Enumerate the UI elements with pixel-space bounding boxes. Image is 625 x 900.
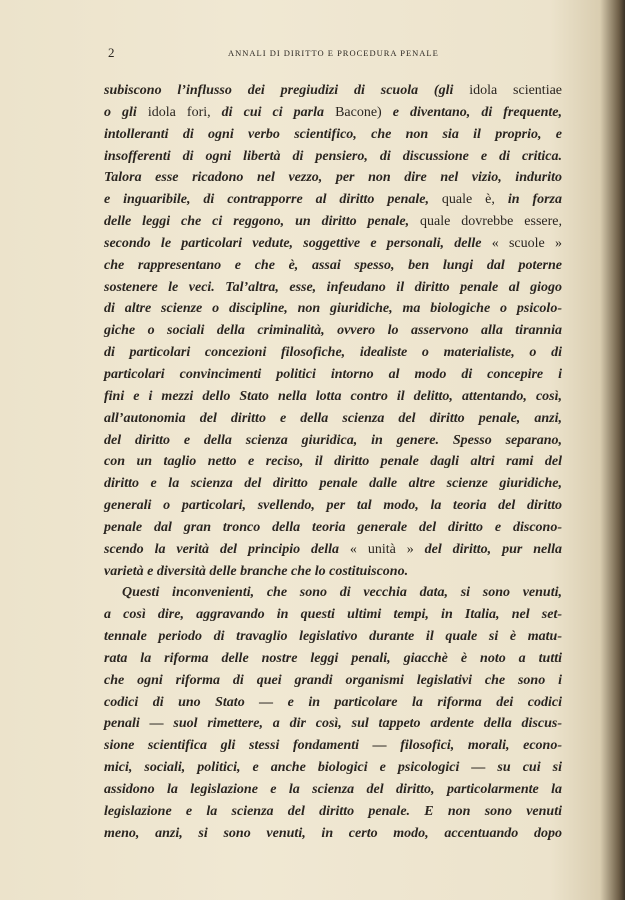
text-line — [104, 233, 562, 255]
text-run: scendo la verità del principio della — [104, 541, 350, 557]
text-line — [104, 582, 562, 604]
text-line — [104, 757, 562, 779]
text-run: idola scientiae — [453, 83, 563, 98]
text-run: Questi inconvenienti, che sono di vecchia data, si sono venuti, — [122, 585, 562, 601]
text-line — [104, 779, 562, 801]
text-line — [104, 255, 562, 277]
running-title: ANNALI DI DIRITTO E PROCEDURA PENALE — [228, 48, 439, 58]
text-line — [104, 561, 562, 583]
text-run: all’autonomia del diritto e della scienza del diritto penale, anzi, — [104, 410, 562, 426]
text-run: legislazione e la scienza del diritto penale. E non sono venuti — [104, 803, 562, 819]
text-line — [104, 539, 562, 561]
text-line — [104, 517, 562, 539]
text-run: con un taglio netto e reciso, il diritto penale dagli altri rami del — [104, 454, 562, 470]
text-run: e diventano, di frequente, — [381, 104, 562, 120]
text-run: tennale periodo di travaglio legislativo durante il quale si è matu- — [104, 629, 562, 645]
text-line — [104, 80, 562, 102]
text-run: meno, anzi, si sono venuti, in certo modo, accentuando dopo — [104, 825, 562, 841]
text-run: intolleranti di ogni verbo scientifico, che non sia il proprio, e — [104, 126, 562, 142]
text-run: quale dovrebbe essere, — [420, 214, 563, 230]
text-run: diritto e la scienza del diritto penale dalle altre scienze giuridiche, — [104, 476, 562, 492]
text-run: di particolari concezioni filosofiche, idealiste o materialiste, o di — [104, 345, 562, 361]
text-line — [104, 298, 562, 320]
text-run: fini e i mezzi dello Stato nella lotta contro il delitto, attentando, così, — [104, 388, 562, 404]
text-run: a così dire, aggravando in questi ultimi tempi, in Italia, nel set- — [104, 607, 562, 623]
text-line — [104, 713, 562, 735]
text-line — [104, 211, 562, 233]
text-run: codici di uno Stato — e in particolare la riforma dei codici — [104, 694, 562, 710]
text-line — [104, 189, 562, 211]
text-run: delle leggi che ci reggono, un diritto penale, — [104, 214, 421, 230]
text-line — [104, 277, 562, 299]
text-run: idola fori, — [136, 104, 222, 120]
text-line — [104, 626, 562, 648]
page-number: 2 — [108, 45, 115, 60]
text-run: del diritto, pur nella — [413, 541, 563, 557]
text-run: Bacone) — [335, 104, 382, 120]
text-run: sione scientifica gli stessi fondamenti — filosofici, morali, econo- — [104, 738, 562, 754]
text-line — [104, 451, 562, 473]
text-run: mici, sociali, politici, e anche biologici e psicologici — su cui si — [104, 760, 562, 776]
text-run: in forza — [507, 192, 562, 208]
text-run: assidono la legislazione e la scienza del diritto, particolarmente la — [104, 782, 562, 797]
text-line — [104, 735, 562, 757]
text-run: secondo le particolari vedute, soggettive e personali, delle — [104, 235, 492, 251]
text-run: insofferenti di ogni libertà di pensiero, di discussione e di critica. — [104, 148, 562, 164]
text-line — [104, 473, 562, 495]
text-line — [104, 823, 562, 845]
text-run: subiscono l’influsso dei pregiudizi di scuola ( — [104, 83, 439, 98]
text-line — [104, 167, 562, 189]
text-line — [104, 102, 562, 124]
text-line — [104, 342, 562, 364]
text-run: sostenere le veci. Tal’altra, esse, infeudano il diritto penale al giogo — [104, 279, 562, 295]
text-line — [104, 408, 562, 430]
text-run: quale è, — [441, 192, 508, 208]
text-run: gli — [438, 83, 454, 98]
text-run: generali o particolari, svellendo, per tal modo, la teoria del diritto — [104, 498, 562, 514]
text-run: giche o sociali della criminalità, ovvero lo asservono alla tirannia — [104, 323, 562, 339]
text-line — [104, 604, 562, 626]
text-run: « scuole » — [491, 235, 563, 251]
text-line — [104, 364, 562, 386]
text-line — [104, 146, 562, 168]
text-run: « unità » — [349, 541, 414, 557]
text-line — [104, 124, 562, 146]
text-run: penale dal gran tronco della teoria generale del diritto e discono- — [104, 519, 562, 535]
text-run: penali — suol rimettere, a dir così, sul tappeto ardente della discus- — [104, 716, 562, 732]
text-run: che rappresentano e che è, assai spesso, ben lungi dal poterne — [104, 257, 562, 273]
text-line — [104, 801, 562, 823]
text-run: che ogni riforma di quei grandi organismi legislativi che sono i — [104, 672, 562, 688]
text-run: particolari convincimenti politici intorno al modo di concepire i — [104, 366, 562, 382]
text-line — [104, 648, 562, 670]
body-text — [104, 80, 562, 845]
text-run: del diritto e della scienza giuridica, in genere. Spesso separano, — [104, 432, 562, 448]
text-line — [104, 386, 562, 408]
text-run: o gli — [104, 104, 137, 120]
text-line — [104, 692, 562, 714]
text-run: Talora esse ricadono nel vezzo, per non dire nel vizio, indurito — [104, 170, 562, 186]
text-run: e inguaribile, di contrapporre al diritto penale, — [104, 192, 442, 208]
text-run: varietà e diversità delle branche che lo costituiscono. — [104, 563, 409, 579]
text-run: di altre scienze o discipline, non giuridiche, ma biologiche o psicolo- — [104, 301, 562, 317]
text-line — [104, 495, 562, 517]
text-run: rata la riforma delle nostre leggi penali, giacchè è noto a tutti — [104, 650, 562, 666]
text-line — [104, 430, 562, 452]
text-run: di cui ci parla — [221, 104, 336, 120]
text-line — [104, 670, 562, 692]
text-line — [104, 320, 562, 342]
